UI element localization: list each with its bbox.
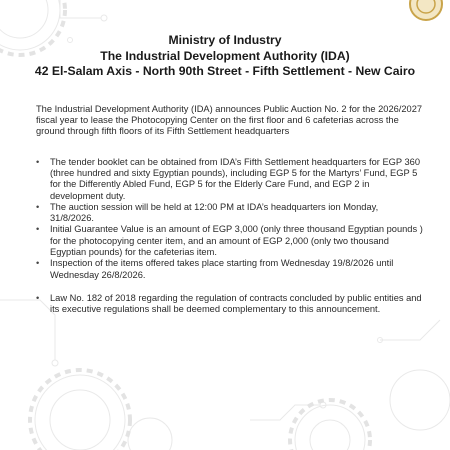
document-header xyxy=(0,33,450,80)
list-item-inspection: • Inspection of the items offered takes place starting from Wednesday 19/8/2026 until Wednesday 26/8/2026. xyxy=(36,258,424,281)
list-item-law: • Law No. 182 of 2018 regarding the regulation of contracts concluded by public entities and its executive regulations shall be deemed complementary to this announcement. xyxy=(36,293,424,316)
intro-paragraph: The Industrial Development Authority (IDA) announces Public Auction No. 2 for the 2026/2027 fiscal year to lease the Photocopying Center on the first floor and 6 cafeterias across the ground through fifth floors of its Fifth Settlement headquarters xyxy=(36,103,423,137)
authority-name: The Industrial Development Authority (IDA) xyxy=(100,48,350,63)
list-item-tender-booklet: • The tender booklet can be obtained from IDA’s Fifth Settlement headquarters for EGP 360 (three hundred and sixty Egyptian pounds), including EGP 5 for the Martyrs’ Fund, EGP 5 for the Differently Abled Fund, EGP 5 for the Elderly Care Fund, and EGP 2 in development duty. xyxy=(36,157,424,202)
announcement-details-list xyxy=(36,157,424,316)
authority-address: 42 El-Salam Axis - North 90th Street - Fifth Settlement - New Cairo xyxy=(34,64,416,79)
list-item-auction-session: • The auction session will be held at 12:00 PM at IDA’s headquarters ion Monday, 31/8/2026. xyxy=(36,202,424,225)
list-item-guarantee-value: • Initial Guarantee Value is an amount of EGP 3,000 (only three thousand Egyptian pounds ) for the photocopying center item, and an amount of EGP 2,000 (only two thousand Egyptian pounds) for the cafeterias item. xyxy=(36,224,424,258)
ministry-name: Ministry of Industry xyxy=(168,33,282,47)
